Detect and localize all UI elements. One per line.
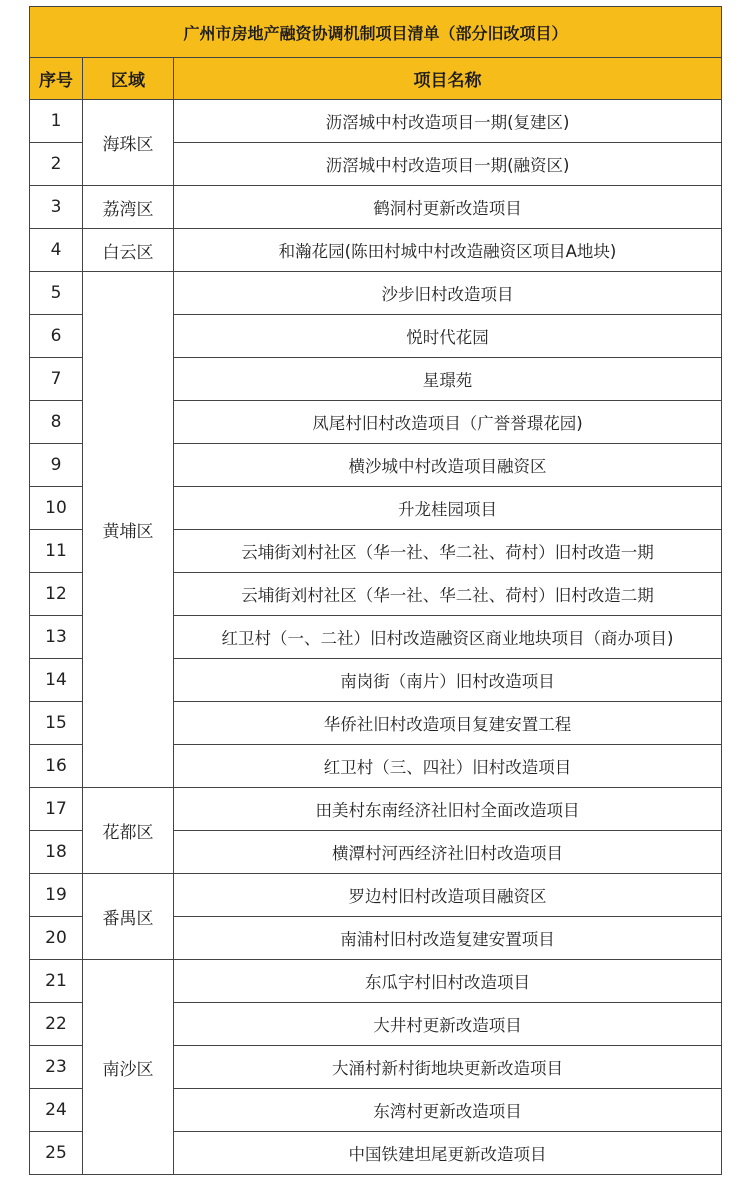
project-name: 沙步旧村改造项目 bbox=[174, 272, 722, 315]
project-name: 升龙桂园项目 bbox=[174, 487, 722, 530]
table-row bbox=[30, 960, 722, 1003]
row-number: 14 bbox=[30, 659, 83, 702]
table-row bbox=[30, 272, 722, 315]
project-name: 东湾村更新改造项目 bbox=[174, 1089, 722, 1132]
region-cell: 南沙区 bbox=[83, 960, 174, 1175]
row-number: 2 bbox=[30, 143, 83, 186]
project-name: 星璟苑 bbox=[174, 358, 722, 401]
project-name: 云埔街刘村社区（华一社、华二社、荷村）旧村改造二期 bbox=[174, 573, 722, 616]
table-row bbox=[30, 186, 722, 229]
row-number: 4 bbox=[30, 229, 83, 272]
region-cell: 番禺区 bbox=[83, 874, 174, 960]
project-name: 华侨社旧村改造项目复建安置工程 bbox=[174, 702, 722, 745]
project-name: 和瀚花园(陈田村城中村改造融资区项目A地块) bbox=[174, 229, 722, 272]
project-name: 悦时代花园 bbox=[174, 315, 722, 358]
row-number: 6 bbox=[30, 315, 83, 358]
project-name: 大井村更新改造项目 bbox=[174, 1003, 722, 1046]
project-name: 鹤洞村更新改造项目 bbox=[174, 186, 722, 229]
project-name: 沥滘城中村改造项目一期(复建区) bbox=[174, 100, 722, 143]
row-number: 23 bbox=[30, 1046, 83, 1089]
row-number: 20 bbox=[30, 917, 83, 960]
project-name: 红卫村（一、二社）旧村改造融资区商业地块项目（商办项目) bbox=[174, 616, 722, 659]
row-number: 11 bbox=[30, 530, 83, 573]
row-number: 25 bbox=[30, 1132, 83, 1175]
header-no: 序号 bbox=[30, 58, 83, 100]
row-number: 24 bbox=[30, 1089, 83, 1132]
region-cell: 海珠区 bbox=[83, 100, 174, 186]
row-number: 22 bbox=[30, 1003, 83, 1046]
row-number: 15 bbox=[30, 702, 83, 745]
table-row bbox=[30, 229, 722, 272]
project-name: 横沙城中村改造项目融资区 bbox=[174, 444, 722, 487]
project-name: 罗边村旧村改造项目融资区 bbox=[174, 874, 722, 917]
project-name: 中国铁建坦尾更新改造项目 bbox=[174, 1132, 722, 1175]
project-name: 南浦村旧村改造复建安置项目 bbox=[174, 917, 722, 960]
project-name: 田美村东南经济社旧村全面改造项目 bbox=[174, 788, 722, 831]
project-name: 南岗街（南片）旧村改造项目 bbox=[174, 659, 722, 702]
project-name: 云埔街刘村社区（华一社、华二社、荷村）旧村改造一期 bbox=[174, 530, 722, 573]
table-title: 广州市房地产融资协调机制项目清单（部分旧改项目） bbox=[30, 7, 722, 58]
header-region: 区域 bbox=[83, 58, 174, 100]
header-row bbox=[30, 58, 722, 100]
region-cell: 花都区 bbox=[83, 788, 174, 874]
project-name: 沥滘城中村改造项目一期(融资区) bbox=[174, 143, 722, 186]
title-row bbox=[30, 7, 722, 58]
table-row bbox=[30, 100, 722, 143]
table-row bbox=[30, 874, 722, 917]
row-number: 1 bbox=[30, 100, 83, 143]
row-number: 10 bbox=[30, 487, 83, 530]
row-number: 18 bbox=[30, 831, 83, 874]
row-number: 12 bbox=[30, 573, 83, 616]
row-number: 17 bbox=[30, 788, 83, 831]
project-name: 红卫村（三、四社）旧村改造项目 bbox=[174, 745, 722, 788]
project-name: 凤尾村旧村改造项目（广誉誉璟花园) bbox=[174, 401, 722, 444]
table-row bbox=[30, 788, 722, 831]
project-name: 大涌村新村街地块更新改造项目 bbox=[174, 1046, 722, 1089]
project-list-table bbox=[29, 6, 722, 1175]
project-name: 东瓜宇村旧村改造项目 bbox=[174, 960, 722, 1003]
row-number: 21 bbox=[30, 960, 83, 1003]
row-number: 3 bbox=[30, 186, 83, 229]
region-cell: 荔湾区 bbox=[83, 186, 174, 229]
row-number: 7 bbox=[30, 358, 83, 401]
row-number: 19 bbox=[30, 874, 83, 917]
row-number: 16 bbox=[30, 745, 83, 788]
row-number: 8 bbox=[30, 401, 83, 444]
row-number: 13 bbox=[30, 616, 83, 659]
project-name: 横潭村河西经济社旧村改造项目 bbox=[174, 831, 722, 874]
region-cell: 白云区 bbox=[83, 229, 174, 272]
row-number: 9 bbox=[30, 444, 83, 487]
region-cell: 黄埔区 bbox=[83, 272, 174, 788]
row-number: 5 bbox=[30, 272, 83, 315]
header-project-name: 项目名称 bbox=[174, 58, 722, 100]
